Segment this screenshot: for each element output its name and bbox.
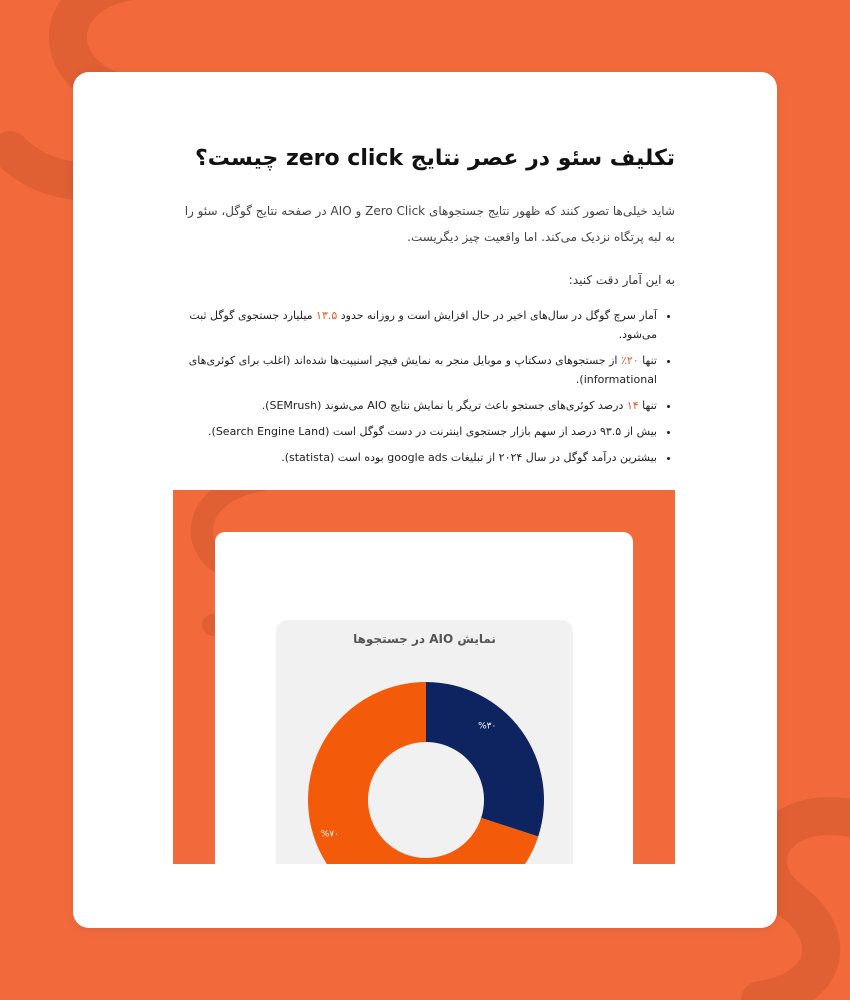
- article-intro: شاید خیلی‌ها تصور کنند که ظهور نتایج جستجوهای Zero Click و AIO در صفحه نتایج گوگل، سئو را به لبه پرتگاه نزدیک می‌کند. اما واقعیت چیز دیگریست.: [184, 204, 675, 244]
- chart-panel: [276, 620, 573, 864]
- chart-title: نمایش AIO در جستجوها: [353, 632, 496, 646]
- donut-label-1: %۷۰: [320, 829, 339, 840]
- list-item: • آمار سرچ گوگل در سال‌های اخیر در حال افزایش است و روزانه حدود ۱۳.۵ میلیارد جستجوی گوگل ثبت می‌شود.: [167, 306, 657, 344]
- chart-card: [215, 532, 633, 864]
- stat-highlight: ۱۴: [626, 399, 639, 412]
- list-item: • بیشترین درآمد گوگل در سال ۲۰۲۴ از تبلیغات google ads بوده است (statista).: [167, 448, 657, 467]
- donut-chart: [276, 620, 573, 864]
- article-figure: [173, 490, 675, 864]
- list-item: • بیش از ۹۳.۵ درصد از سهم بازار جستجوی اینترنت در دست گوگل است (Search Engine Land).: [167, 422, 657, 441]
- list-item: • تنها ۲۰٪ از جستجوهای دسکتاپ و موبایل منجر به نمایش فیچر اسنیپت‌ها شده‌اند (اغلب برای کوئری‌های informational).: [167, 351, 657, 389]
- list-item: • تنها ۱۴ درصد کوئری‌های جستجو باعث تریگر یا نمایش نتایج AIO می‌شوند (SEMrush).: [167, 396, 657, 415]
- article-title: تکلیف سئو در عصر نتایج zero click چیست؟: [195, 146, 675, 171]
- stat-highlight: ۱۳.۵: [316, 309, 338, 322]
- stat-highlight: ۲۰٪: [620, 354, 639, 367]
- stats-list: [167, 306, 675, 474]
- stats-lead: به این آمار دقت کنید:: [568, 273, 675, 287]
- donut-label-0: %۳۰: [478, 721, 497, 732]
- donut-slice-0: [426, 682, 544, 836]
- article-card: [73, 72, 777, 928]
